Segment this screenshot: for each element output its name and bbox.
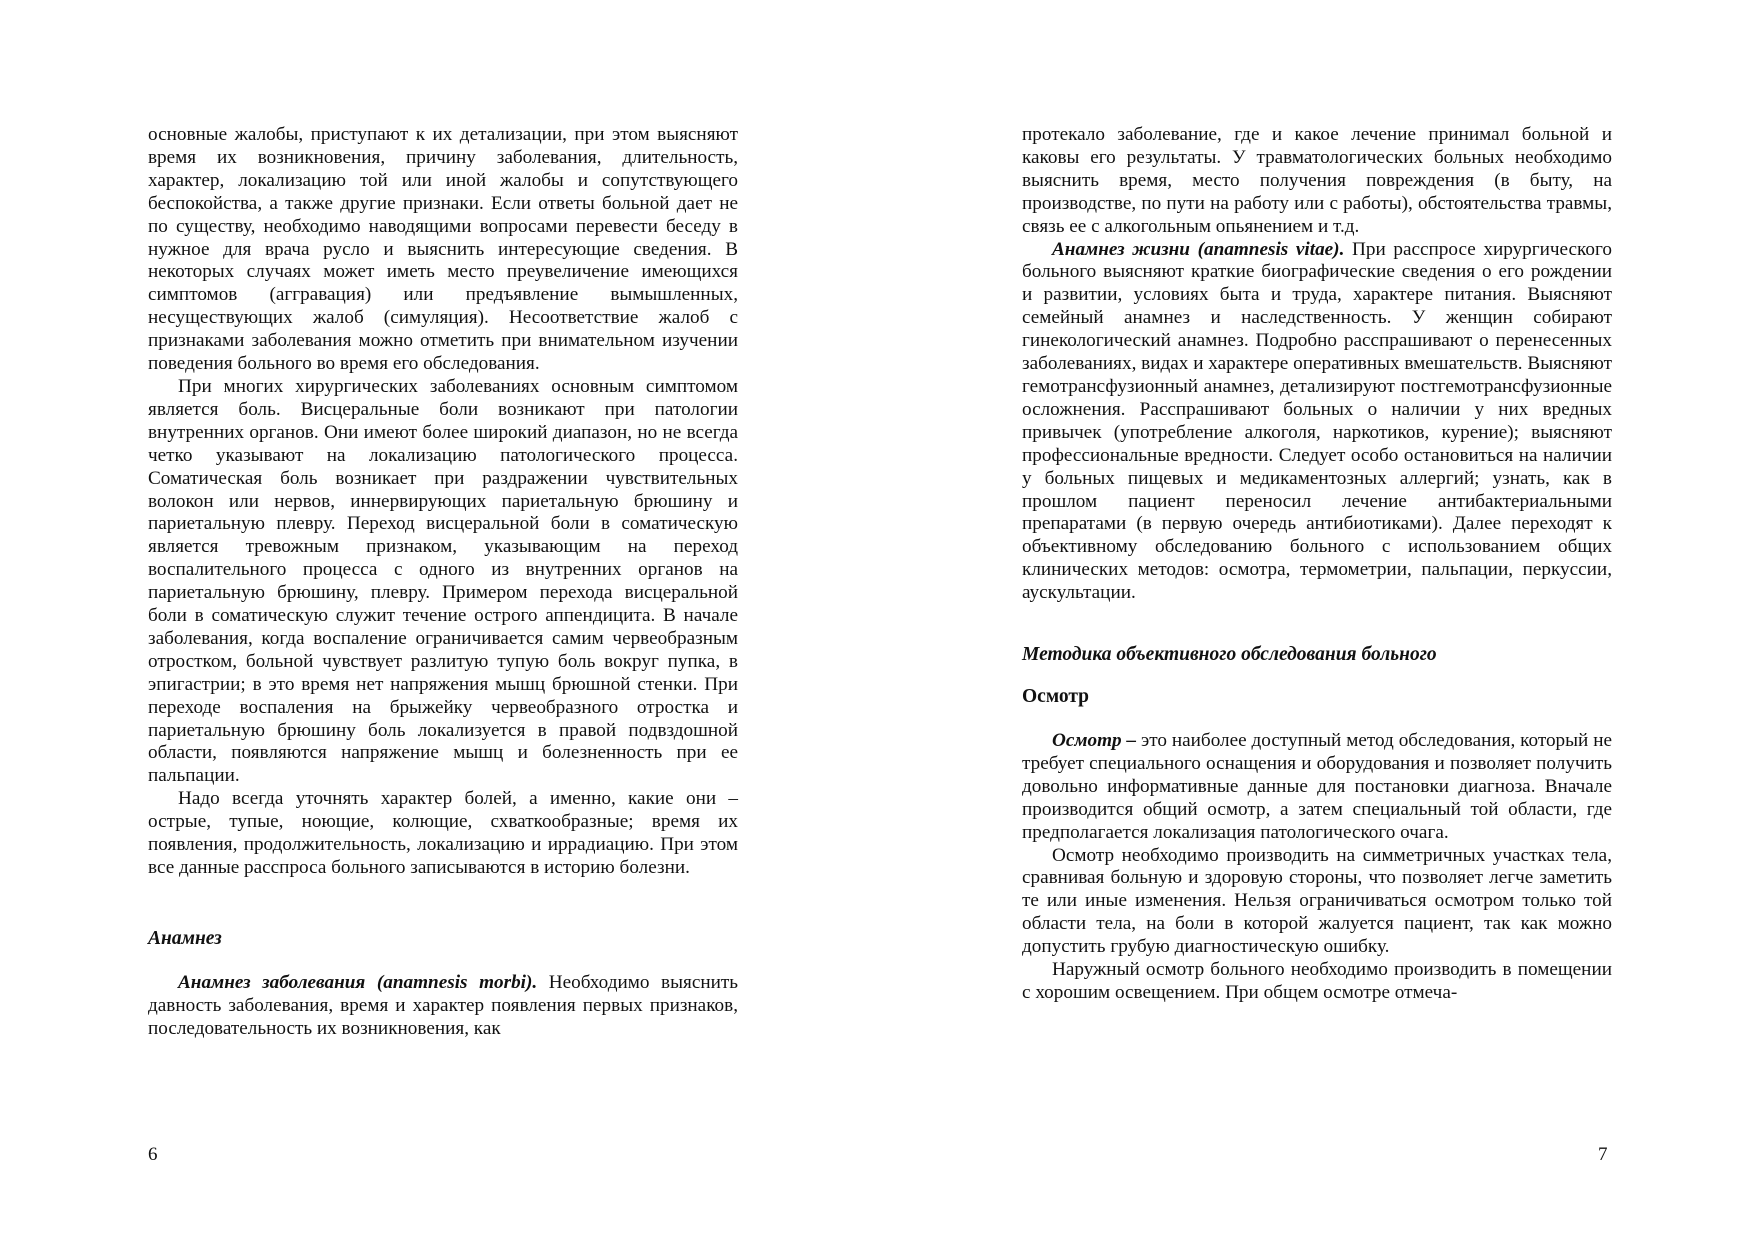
left-paragraph-3: Надо всегда уточнять характер болей, а именно, какие они – острые, тупые, ноющие, колющие, схваткообразные; время их появления, продолжительность, локализацию и иррадиацию. При этом все данные расспроса больного записываются в историю болезни. <box>148 788 738 878</box>
right-paragraph-1: протекало заболевание, где и какое лечение принимал больной и каковы его результаты. У травматологических больных необходимо выяснить время, место получения повреждения (в быту, на производстве, по пути на работу или с работы), обстоятельства травмы, связь ее с алкогольным опьянением и т.д. <box>1022 124 1612 237</box>
right-page <box>1022 124 1612 1005</box>
anamnesis-morbi-term: Анамнез заболевания (anamnesis morbi). <box>178 971 538 993</box>
left-paragraph-4-body: Необходимо выяснить давность заболевания, время и характер появления первых признаков, последовательность их возникновения, как <box>148 971 739 1039</box>
left-paragraph-4 <box>148 972 738 1041</box>
examination-term: Осмотр – <box>1052 730 1137 752</box>
left-page <box>148 124 738 1041</box>
right-paragraph-2 <box>1022 239 1612 606</box>
right-paragraph-5: Наружный осмотр больного необходимо производить в помещении с хорошим освещением. При общем осмотре отмеча- <box>1022 959 1612 1003</box>
page-number-left: 6 <box>148 1144 158 1165</box>
right-paragraph-2-body: При расспросе хирургического больного выясняют краткие биографические сведения о его рождении и развитии, условиях быта и труда, характере питания. Выясняют семейный анамнез и наследственность. У женщин собирают гинекологический анамнез. Подробно расспрашивают о перенесенных заболеваниях, видах и характере оперативных вмешательств. Выясняют гемотрансфузионный анамнез, детализируют постгемотрансфузионные осложнения. Расспрашивают больных о наличии у них вредных привычек (употребление алкоголя, наркотиков, курение); выясняют профессиональные вредности. Следует особо остановиться на наличии у больных пищевых и медикаментозных аллергий; узнать, как в прошлом пациент переносил лечение антибактериальными препаратами (в первую очередь антибиотиками). Далее переходят к объективному обследованию больного с использованием общих клинических методов: осмотра, термометрии, пальпации, перкуссии, аускультации. <box>1022 238 1612 604</box>
left-paragraph-1: основные жалобы, приступают к их детализации, при этом выясняют время их возникновения, причину заболевания, длительность, характер, локализацию той или иной жалобы и сопутствующего беспокойства, а также другие признаки. Если ответы больной дает не по существу, необходимо наводящими вопросами перевести беседу в нужное для врача русло и выяснить интересующие сведения. В некоторых случаях может иметь место преувеличение имеющихся симптомов (аггравация) или предъявление вымышленных, несуществующих жалоб (симуляция). Несоответствие жалоб с признаками заболевания можно отметить при внимательном изучении поведения больного во время его обследования. <box>148 124 738 375</box>
left-paragraph-2: При многих хирургических заболеваниях основным симптомом является боль. Висцеральные боли возникают при патологии внутренних органов. Они имеют более широкий диапазон, но не всегда четко указывают на локализацию патологического процесса. Соматическая боль возникает при раздражении чувствительных волокон или нервов, иннервирующих париетальную брюшину и париетальную плевру. Переход висцеральной боли в соматическую является тревожным признаком, указывающим на переход воспалительного процесса с одного из внутренних органов на париетальную брюшину, плевру. Примером перехода висцеральной боли в соматическую служит течение острого аппендицита. В начале заболевания, когда воспаление ограничивается самим червеобразным отростком, больной чувствует разлитую тупую боль вокруг пупка, в эпигастрии; в это время нет напряжения мышц брюшной стенки. При переходе воспаления на брыжейку червеобразного отростка и париетальную брюшину боль локализуется в правой подвздошной области, появляются напряжение мышц и болезненность при ее пальпации. <box>148 375 738 787</box>
section-heading-examination: Осмотр <box>1022 686 1090 708</box>
right-paragraph-4: Осмотр необходимо производить на симметричных участках тела, сравнивая больную и здоровую стороны, что позволяет легче заметить те или иные изменения. Нельзя ограничиваться осмотром только той области тела, на боли в которой жалуется пациент, так как можно допустить грубую диагностическую ошибку. <box>1022 844 1612 958</box>
anamnesis-vitae-term: Анамнез жизни (anamnesis vitae). <box>1052 238 1345 260</box>
page-number-right: 7 <box>1598 1144 1608 1165</box>
right-paragraph-3-body: это наиболее доступный метод обследования, который не требует специального оснащения и оборудования и позволяет получить довольно информативные данные для постановки диагноза. Вначале производится общий осмотр, а затем специальный той области, где предполагается локализация патологического очага. <box>1022 730 1612 843</box>
section-heading-objective-exam: Методика объективного обследования больного <box>1022 644 1437 666</box>
right-paragraph-3 <box>1022 730 1612 845</box>
section-heading-anamnesis: Анамнез <box>148 927 222 949</box>
